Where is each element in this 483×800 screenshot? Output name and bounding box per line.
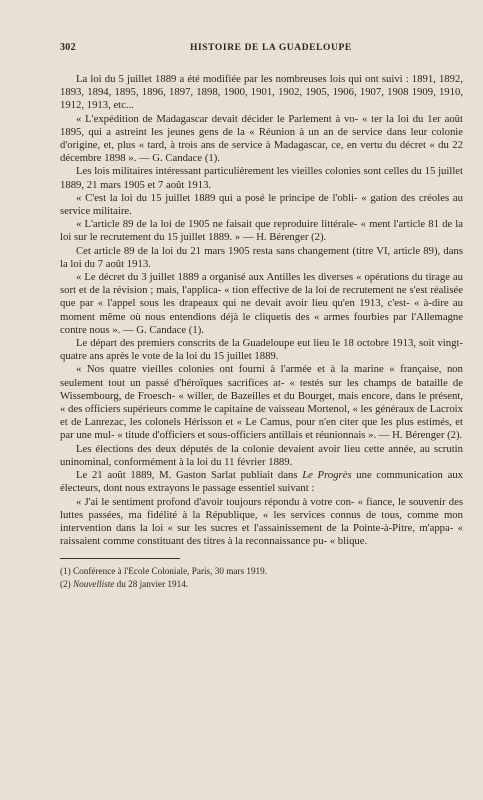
paragraph: Le départ des premiers conscrits de la Guadeloupe eut lieu le 18 octobre 1913, soit vingt-quatre ans après le vote de la loi du 15 juillet 1889.	[60, 337, 463, 363]
paragraph-rest: une communication aux électeurs, dont nous extrayons le passage essentiel suivant :	[60, 469, 464, 495]
paragraph: La loi du 5 juillet 1889 a été modifiée par les nombreuses lois qui ont suivi : 1891, 1892, 1893, 1894, 1895, 1896, 1897, 1898, 1900, 1901, 1902, 1905, 1906, 1907, 1908 1909, 1910, 1912, 1913, etc...	[60, 73, 463, 112]
footnotes	[60, 565, 463, 590]
footnote-2	[60, 578, 463, 591]
footnote-divider	[60, 558, 180, 559]
footnote-1: (1) Conférence à l'Ecole Coloniale, Paris, 30 mars 1919.	[60, 566, 268, 577]
quote-paragraph: « L'article 89 de la loi de 1905 ne faisait que reproduire littérale- « ment l'article 81 de la loi sur le recrutement du 15 juillet 1889. » — H. Bérenger (2).	[60, 218, 463, 244]
paragraph: Cet article 89 de la loi du 21 mars 1905 resta sans changement (titre VI, article 89), dans la loi du 7 août 1913.	[60, 244, 463, 270]
paragraph: Les élections des deux députés de la colonie devaient avoir lieu cette année, au scrutin uninominal, conformément à la loi du 11 février 1889.	[60, 442, 463, 468]
paragraph	[60, 469, 463, 495]
running-title: HISTOIRE DE LA GUADELOUPE	[190, 43, 352, 53]
footnote-2-marker: (2)	[60, 578, 71, 589]
quote-paragraph: « L'expédition de Madagascar devait décider le Parlement à vo- « ter la loi du 1er août 1895, qui a astreint les jeunes gens de la « Réunion à un an de service dans leur colonie d'origine, et, plus « tard, à trois ans de service à Madagascar, ce, en vertu du décret « du 22 décembre 1898 ». — G. Candace (1).	[60, 112, 463, 165]
footnote-2-title: Nouvelliste	[73, 578, 115, 589]
body-text	[60, 73, 463, 548]
quote-paragraph: « J'ai le sentiment profond d'avoir toujours répondu à votre con- « fiance, le souvenir des luttes passées, ma fidélité à la République, « les services connus de tous, comme mon intervention dans la loi « sur les sucres et l'assainissement de la Pointe-à-Pitre, m'appa- « raissaient comme constituant des titres à la reconnaissance pu- « blique.	[60, 495, 463, 548]
quote-paragraph: « Le décret du 3 juillet 1889 a organisé aux Antilles les diverses « opérations du tirage au sort et de la révision ; mais, l'applica- « tion effective de la loi de recrutement ne s'est réalisée que par « l'appel sous les drapeaux qui ne devait avoir lieu qu'en 1913, c'est- « à-dire au moment même où nous entendions déjà le cliquetis des « armes fourbies par l'Allemagne contre nous ». — G. Candace (1).	[60, 271, 463, 336]
quote-paragraph: « C'est la loi du 15 juillet 1889 qui a posé le principe de l'obli- « gation des créoles au service militaire.	[60, 191, 463, 218]
quote-paragraph: « Nos quatre vieilles colonies ont fourni à l'armée et à la marine « française, non seulement tout un passé d'héroïques sacrifices at- « testés sur les champs de bataille de Wissembourg, de Froesch- « willer, de Bazeilles et du Bourget, mais encore, dans le présent, « des officiers supérieurs comme le capitaine de vaisseau Mortenol, « les généraux de Lacroix et de Lanrezac, les colonels Hérisson et « Le Camus, pour n'en citer que les plus estimés, et par une mul- « titude d'officiers et sous-officiers antillais et réunionnais ». — H. Bérenger (2).	[60, 363, 463, 442]
running-header	[60, 42, 463, 53]
paragraph-lead: Le 21 août 1889, M. Gaston Sarlat publiait dans	[76, 469, 298, 482]
newspaper-title: Le Progrès	[302, 469, 352, 482]
paragraph: Les lois militaires intéressant particulièrement les vieilles colonies sont celles du 15 juillet 1889, 21 mars 1905 et 7 août 1913.	[60, 165, 463, 191]
footnote-2-rest: du 28 janvier 1914.	[116, 578, 189, 589]
page-number: 302	[60, 42, 76, 53]
